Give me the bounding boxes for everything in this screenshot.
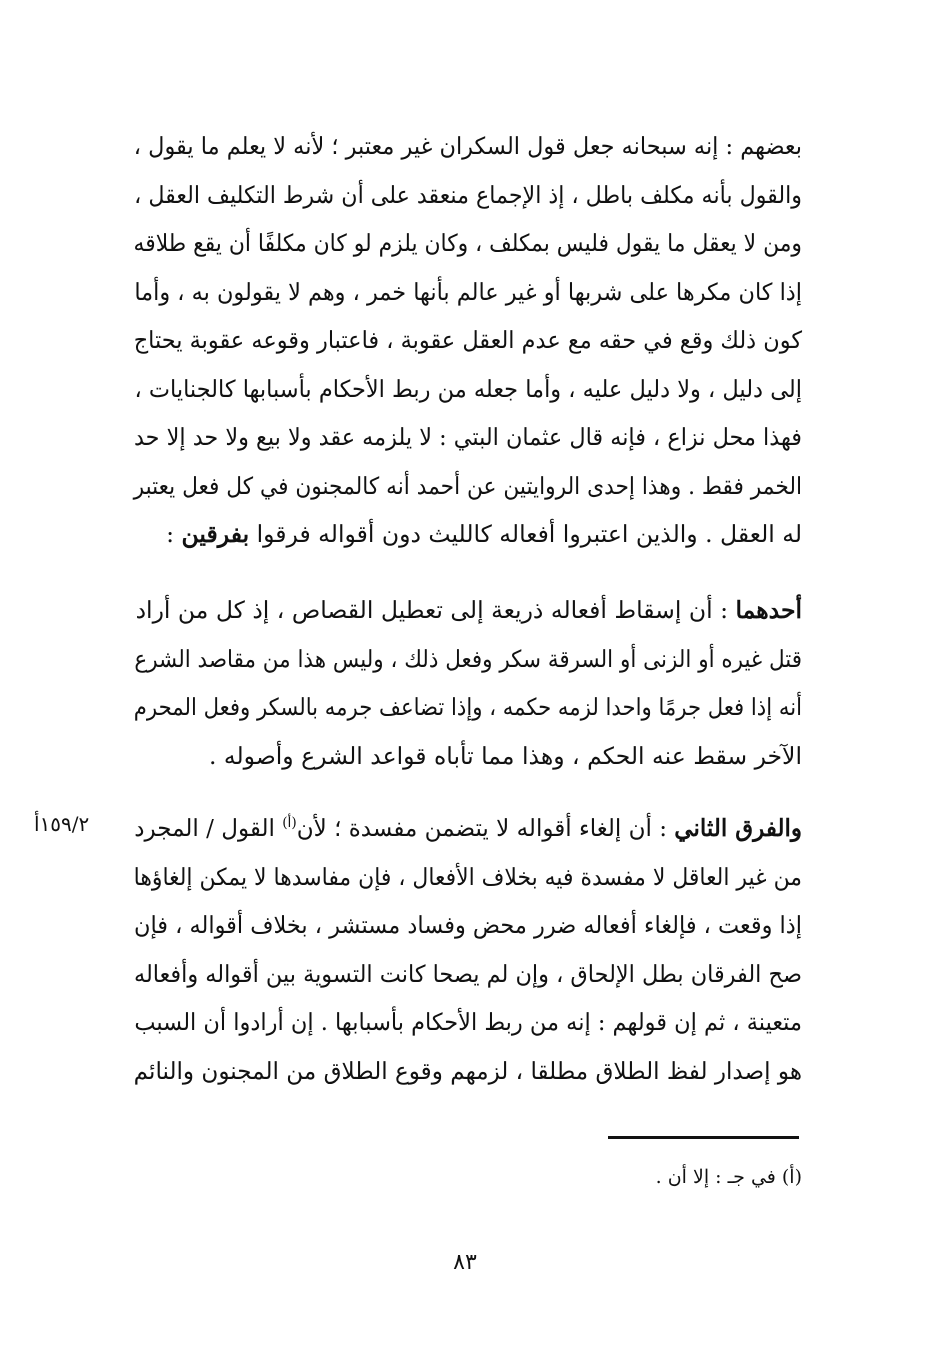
text-line: والقول بأنه مكلف باطل ، إذ الإجماع منعقد على أن شرط التكليف العقل ، (134, 180, 802, 209)
text-line: إذا كان مكرها على شربها أو غير عالم بأنها خمر ، وهم لا يقولون به ، وأما (134, 277, 802, 306)
footnote: (أ) في جـ : إلا أن . (655, 1166, 802, 1188)
text-line: متعينة ، ثم إن قولهم : إنه من ربط الأحكام بأسبابها . إن أرادوا أن السبب (134, 1008, 803, 1036)
text-line: هو إصدار لفظ الطلاق مطلقا ، لزمهم وقوع الطلاق من المجنون والنائم (133, 1056, 802, 1085)
text-line-first (134, 586, 802, 635)
text-line: الخمر فقط . وهذا إحدى الروايتين عن أحمد أنه كالمجنون في كل فعل يعتبر (133, 471, 802, 500)
page-number: ٨٣ (453, 1250, 477, 1275)
text-line: إلى دليل ، ولا دليل عليه ، وأما جعله من ربط الأحكام بأسبابها كالجنايات ، (134, 374, 803, 403)
text-segment: له العقل . والذين اعتبروا أفعاله كالليث دون أقواله فرقوا (256, 520, 802, 548)
text-line: فهذا محل نزاع ، فإنه قال عثمان البتي : لا يلزمه عقد ولا بيع ولا حد إلا حد (133, 423, 803, 451)
manuscript-margin-note: ١٥٩/٢أ (34, 812, 90, 836)
paragraph-1 (134, 122, 802, 559)
text-line: إذا وقعت ، فإلغاء أفعاله ضرر محض وفساد مستشر ، بخلاف أقواله ، فإن (133, 911, 802, 939)
text-line: من غير العاقل لا مفسدة فيه بخلاف الأفعال ، فإن مفاسدها لا يمكن إلغاؤها (133, 862, 802, 891)
text-line-first (134, 804, 802, 853)
text-line: بعضهم : إنه سبحانه جعل قول السكران غير معتبر ؛ لأنه لا يعلم ما يقول ، (133, 132, 802, 160)
text-segment: : أن إسقاط أفعاله ذريعة إلى تعطيل القصاص ، إذ كل من أراد (135, 596, 736, 624)
text-line: قتل غيره أو الزنى أو السرقة سكر وفعل ذلك ، وليس هذا من مقاصد الشرع (134, 644, 802, 673)
text-segment: القول / المجرد (134, 814, 283, 842)
text-segment: : أن إلغاء أقواله لا يتضمن مفسدة ؛ لأن (296, 814, 675, 842)
paragraph-3 (134, 804, 802, 1095)
paragraph-2 (134, 586, 802, 780)
text-line: صح الفرقان بطل الإلحاق ، وإن لم يصحا كانت التسوية بين أقواله وأفعاله (133, 959, 802, 988)
text-line: الآخر سقط عنه الحكم ، وهذا مما تأباه قواعد الشرع وأصوله . (208, 741, 802, 770)
bold-term: بفرقين (181, 520, 250, 548)
bold-lead: والفرق الثاني (674, 814, 802, 842)
bold-lead: أحدهما (735, 596, 802, 624)
text-line: أنه إذا فعل جرمًا واحدا لزمه حكمه ، وإذا تضاعف جرمه بالسكر وفعل المحرم (133, 693, 802, 721)
text-line: ومن لا يعقل ما يقول فليس بمكلف ، وكان يلزم لو كان مكلفًا أن يقع طلاقه (133, 229, 802, 257)
footnote-reference: (أ) (282, 815, 297, 832)
text-line: كون ذلك وقع في حقه مع عدم العقل عقوبة ، فاعتبار وقوعه عقوبة يحتاج (133, 326, 802, 354)
text-segment: : (166, 520, 182, 548)
footnote-separator (608, 1136, 799, 1139)
text-line-last (134, 510, 802, 559)
